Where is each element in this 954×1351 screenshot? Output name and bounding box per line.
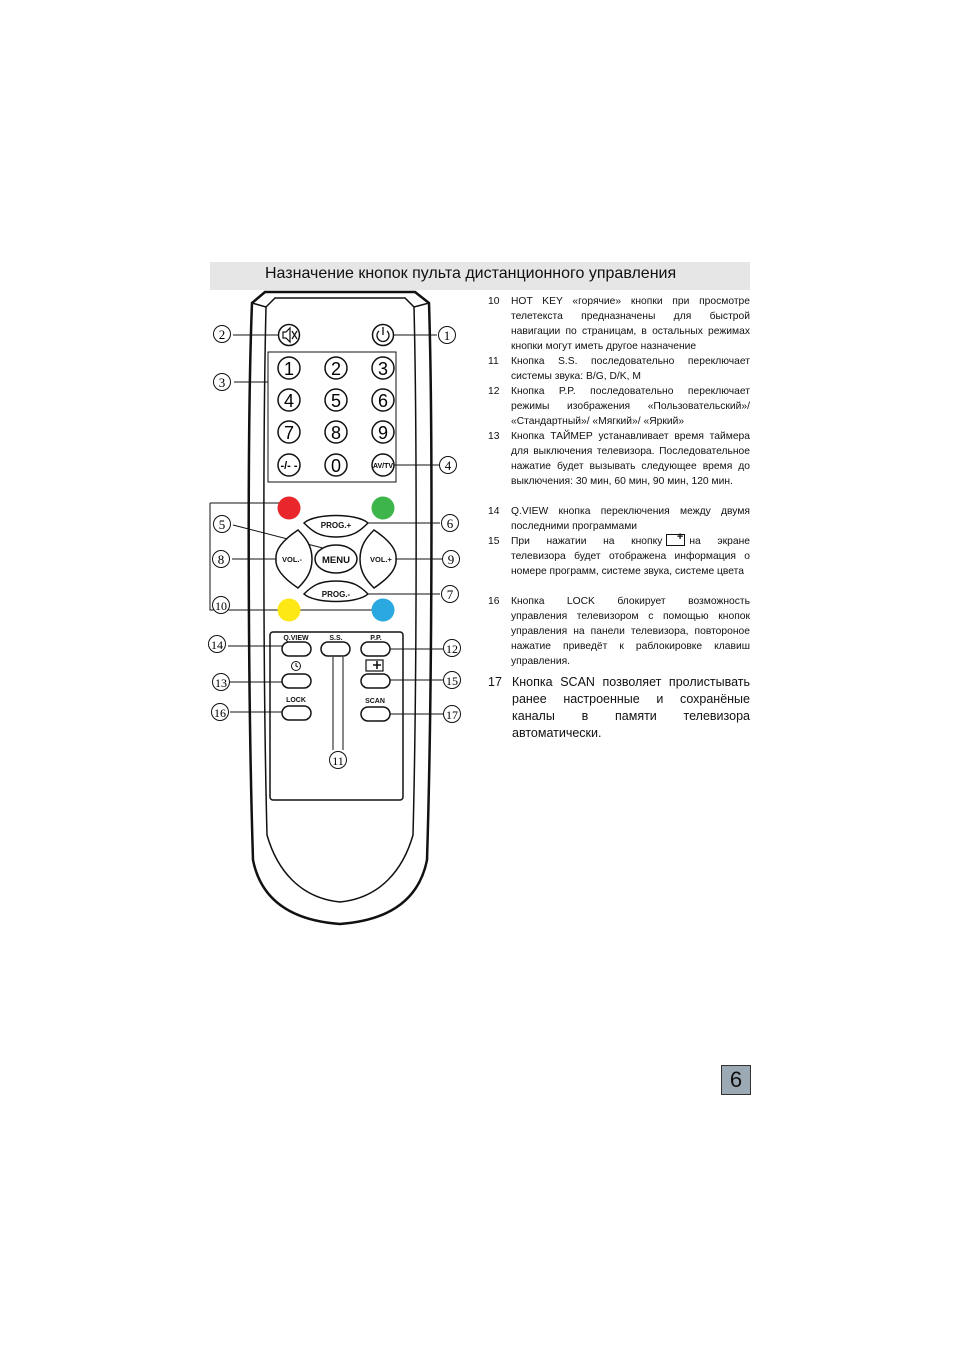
timer-button[interactable]	[282, 662, 311, 689]
callout-number: 7	[446, 587, 454, 602]
clock-icon	[292, 662, 301, 671]
digit-button-1[interactable]	[278, 357, 300, 379]
description-text-after: на экране телевизора будет отображена информация о номере программ, системе звука, системе цвета	[511, 536, 750, 577]
description-text: Q.VIEW кнопка переключения между двумя последними программами	[511, 506, 750, 532]
callout-4	[440, 457, 457, 474]
callout-2	[214, 326, 231, 343]
callout-number: 6	[446, 516, 454, 531]
prog-plus-label: PROG.+	[320, 521, 352, 530]
callout-number: 11	[332, 754, 344, 768]
description-number: 14	[488, 506, 500, 517]
callout-9	[443, 551, 460, 568]
digit-button-5[interactable]	[325, 389, 347, 411]
description-text: Кнопка ТАЙМЕР устанавливает время таймера для выключения телевизора. Последовательное нажатие будет вызывать следующее время до выключения: 30 мин, 60 мин, 90 мин, 120 мин.	[511, 431, 750, 487]
scan-label: SCAN	[365, 698, 385, 705]
callout-13	[213, 674, 230, 691]
callout-number: 5	[218, 517, 226, 532]
callout-5	[214, 516, 231, 533]
digit-label: 8	[330, 423, 342, 443]
yellow-button[interactable]	[278, 599, 301, 622]
description-text: HOT KEY «горячие» кнопки при просмотре телетекста предназначены для быстрой навигации по страницам, в остальных режимах кнопки могут иметь другое назначение	[511, 296, 750, 352]
callout-number: 13	[215, 676, 227, 690]
digit-button-6[interactable]	[372, 389, 394, 411]
lock-label: LOCK	[286, 697, 306, 704]
zero-label: 0	[330, 456, 342, 476]
pp-button[interactable]	[361, 635, 390, 656]
vol-plus-label: VOL.+	[370, 555, 392, 564]
info-button[interactable]	[361, 660, 390, 688]
description-text: Кнопка SCAN позволяет пролистывать ранее настроенные и сохранёные каналы в памяти телевизора автоматически.	[512, 675, 750, 740]
digit-label: 1	[283, 359, 295, 379]
prog-plus-button[interactable]	[304, 516, 368, 538]
description-item-10	[488, 294, 750, 354]
callout-16	[212, 704, 229, 721]
qview-button[interactable]	[282, 635, 311, 656]
description-item-16	[488, 594, 750, 669]
callout-number: 3	[218, 375, 226, 390]
callout-number: 2	[218, 327, 226, 342]
callout-6	[442, 515, 459, 532]
callout-number: 4	[444, 458, 452, 473]
description-text: Кнопка P.P. последовательно переключает режимы изображения «Пользовательский»/ «Стандартный»/ «Мягкий»/ «Яркий»	[511, 386, 750, 427]
ss-button[interactable]	[321, 635, 350, 656]
digit-label: 4	[283, 391, 295, 411]
callout-number: 12	[446, 642, 458, 656]
blue-button[interactable]	[372, 599, 395, 622]
red-button[interactable]	[278, 497, 301, 520]
prog-minus-button[interactable]	[304, 581, 368, 602]
digit-label: 7	[283, 423, 295, 443]
description-number: 11	[488, 356, 499, 367]
prog-minus-label: PROG.-	[321, 590, 351, 599]
callout-number: 8	[217, 552, 225, 567]
callout-8	[213, 551, 230, 568]
power-button[interactable]	[373, 325, 394, 346]
callout-1	[439, 327, 456, 344]
callout-10	[213, 597, 230, 614]
mute-button[interactable]	[279, 325, 300, 346]
qview-label: Q.VIEW	[283, 635, 309, 642]
callout-number: 9	[447, 552, 455, 567]
vol-plus-button[interactable]	[360, 530, 396, 588]
callout-number: 17	[446, 708, 458, 722]
description-number: 15	[488, 536, 500, 547]
digit-button-4[interactable]	[278, 389, 300, 411]
digit-button-2[interactable]	[325, 357, 347, 379]
page-number: 6	[721, 1065, 751, 1095]
dash-button[interactable]	[278, 454, 300, 476]
callout-14	[209, 636, 226, 653]
description-item-14	[488, 504, 750, 534]
digit-button-3[interactable]	[372, 357, 394, 379]
description-number: 16	[488, 596, 500, 607]
digit-label: 2	[330, 359, 342, 379]
description-number: 12	[488, 386, 500, 397]
callout-17	[444, 706, 461, 723]
info-icon	[366, 660, 383, 671]
callout-7	[442, 586, 459, 603]
description-text: Кнопка LOCK блокирует возможность управления телевизором с помощью кнопок управления на панели телевизора, повтороное нажатие приведёт к раблокировке клавиш управления.	[511, 596, 750, 667]
description-text-before: При нажатии на кнопку	[511, 536, 663, 547]
callout-number: 14	[211, 638, 223, 652]
description-item-11	[488, 354, 750, 384]
callout-number: 16	[214, 706, 226, 720]
description-text	[511, 534, 750, 579]
callout-11	[330, 752, 347, 769]
description-number: 17	[488, 675, 502, 689]
description-number: 10	[488, 296, 500, 307]
green-button[interactable]	[372, 497, 395, 520]
page-title: Назначение кнопок пульта дистанционного управления	[265, 265, 677, 282]
callout-3	[214, 374, 231, 391]
callout-number: 1	[443, 328, 451, 343]
digit-button-8[interactable]	[325, 421, 347, 443]
vol-minus-button[interactable]	[276, 530, 312, 588]
zero-button[interactable]	[325, 454, 347, 476]
digit-label: 3	[377, 359, 389, 379]
avtv-label: AV/TV	[372, 463, 394, 470]
pp-label: P.P.	[370, 635, 382, 642]
vol-minus-label: VOL.-	[282, 555, 302, 564]
description-text: Кнопка S.S. последовательно переключает системы звука: B/G, D/K, M	[511, 356, 750, 382]
menu-button[interactable]	[315, 545, 357, 573]
scan-button[interactable]	[361, 698, 390, 721]
avtv-button[interactable]	[372, 454, 394, 476]
description-item-17	[488, 674, 750, 742]
callout-number: 10	[215, 599, 227, 613]
description-item-12	[488, 384, 750, 429]
callout-number: 15	[446, 674, 458, 688]
description-item-13	[488, 429, 750, 489]
digit-label: 6	[377, 391, 389, 411]
digit-button-9[interactable]	[372, 421, 394, 443]
digit-button-7[interactable]	[278, 421, 300, 443]
digit-label: 5	[330, 391, 342, 411]
info-icon	[666, 534, 685, 546]
lock-button[interactable]	[282, 697, 311, 720]
callout-12	[444, 640, 461, 657]
dash-label: -/- -	[280, 460, 298, 472]
ss-label: S.S.	[329, 635, 343, 642]
description-number: 13	[488, 431, 500, 442]
callout-15	[444, 672, 461, 689]
menu-label: MENU	[322, 555, 350, 566]
description-item-15	[488, 534, 750, 579]
digit-label: 9	[377, 423, 389, 443]
